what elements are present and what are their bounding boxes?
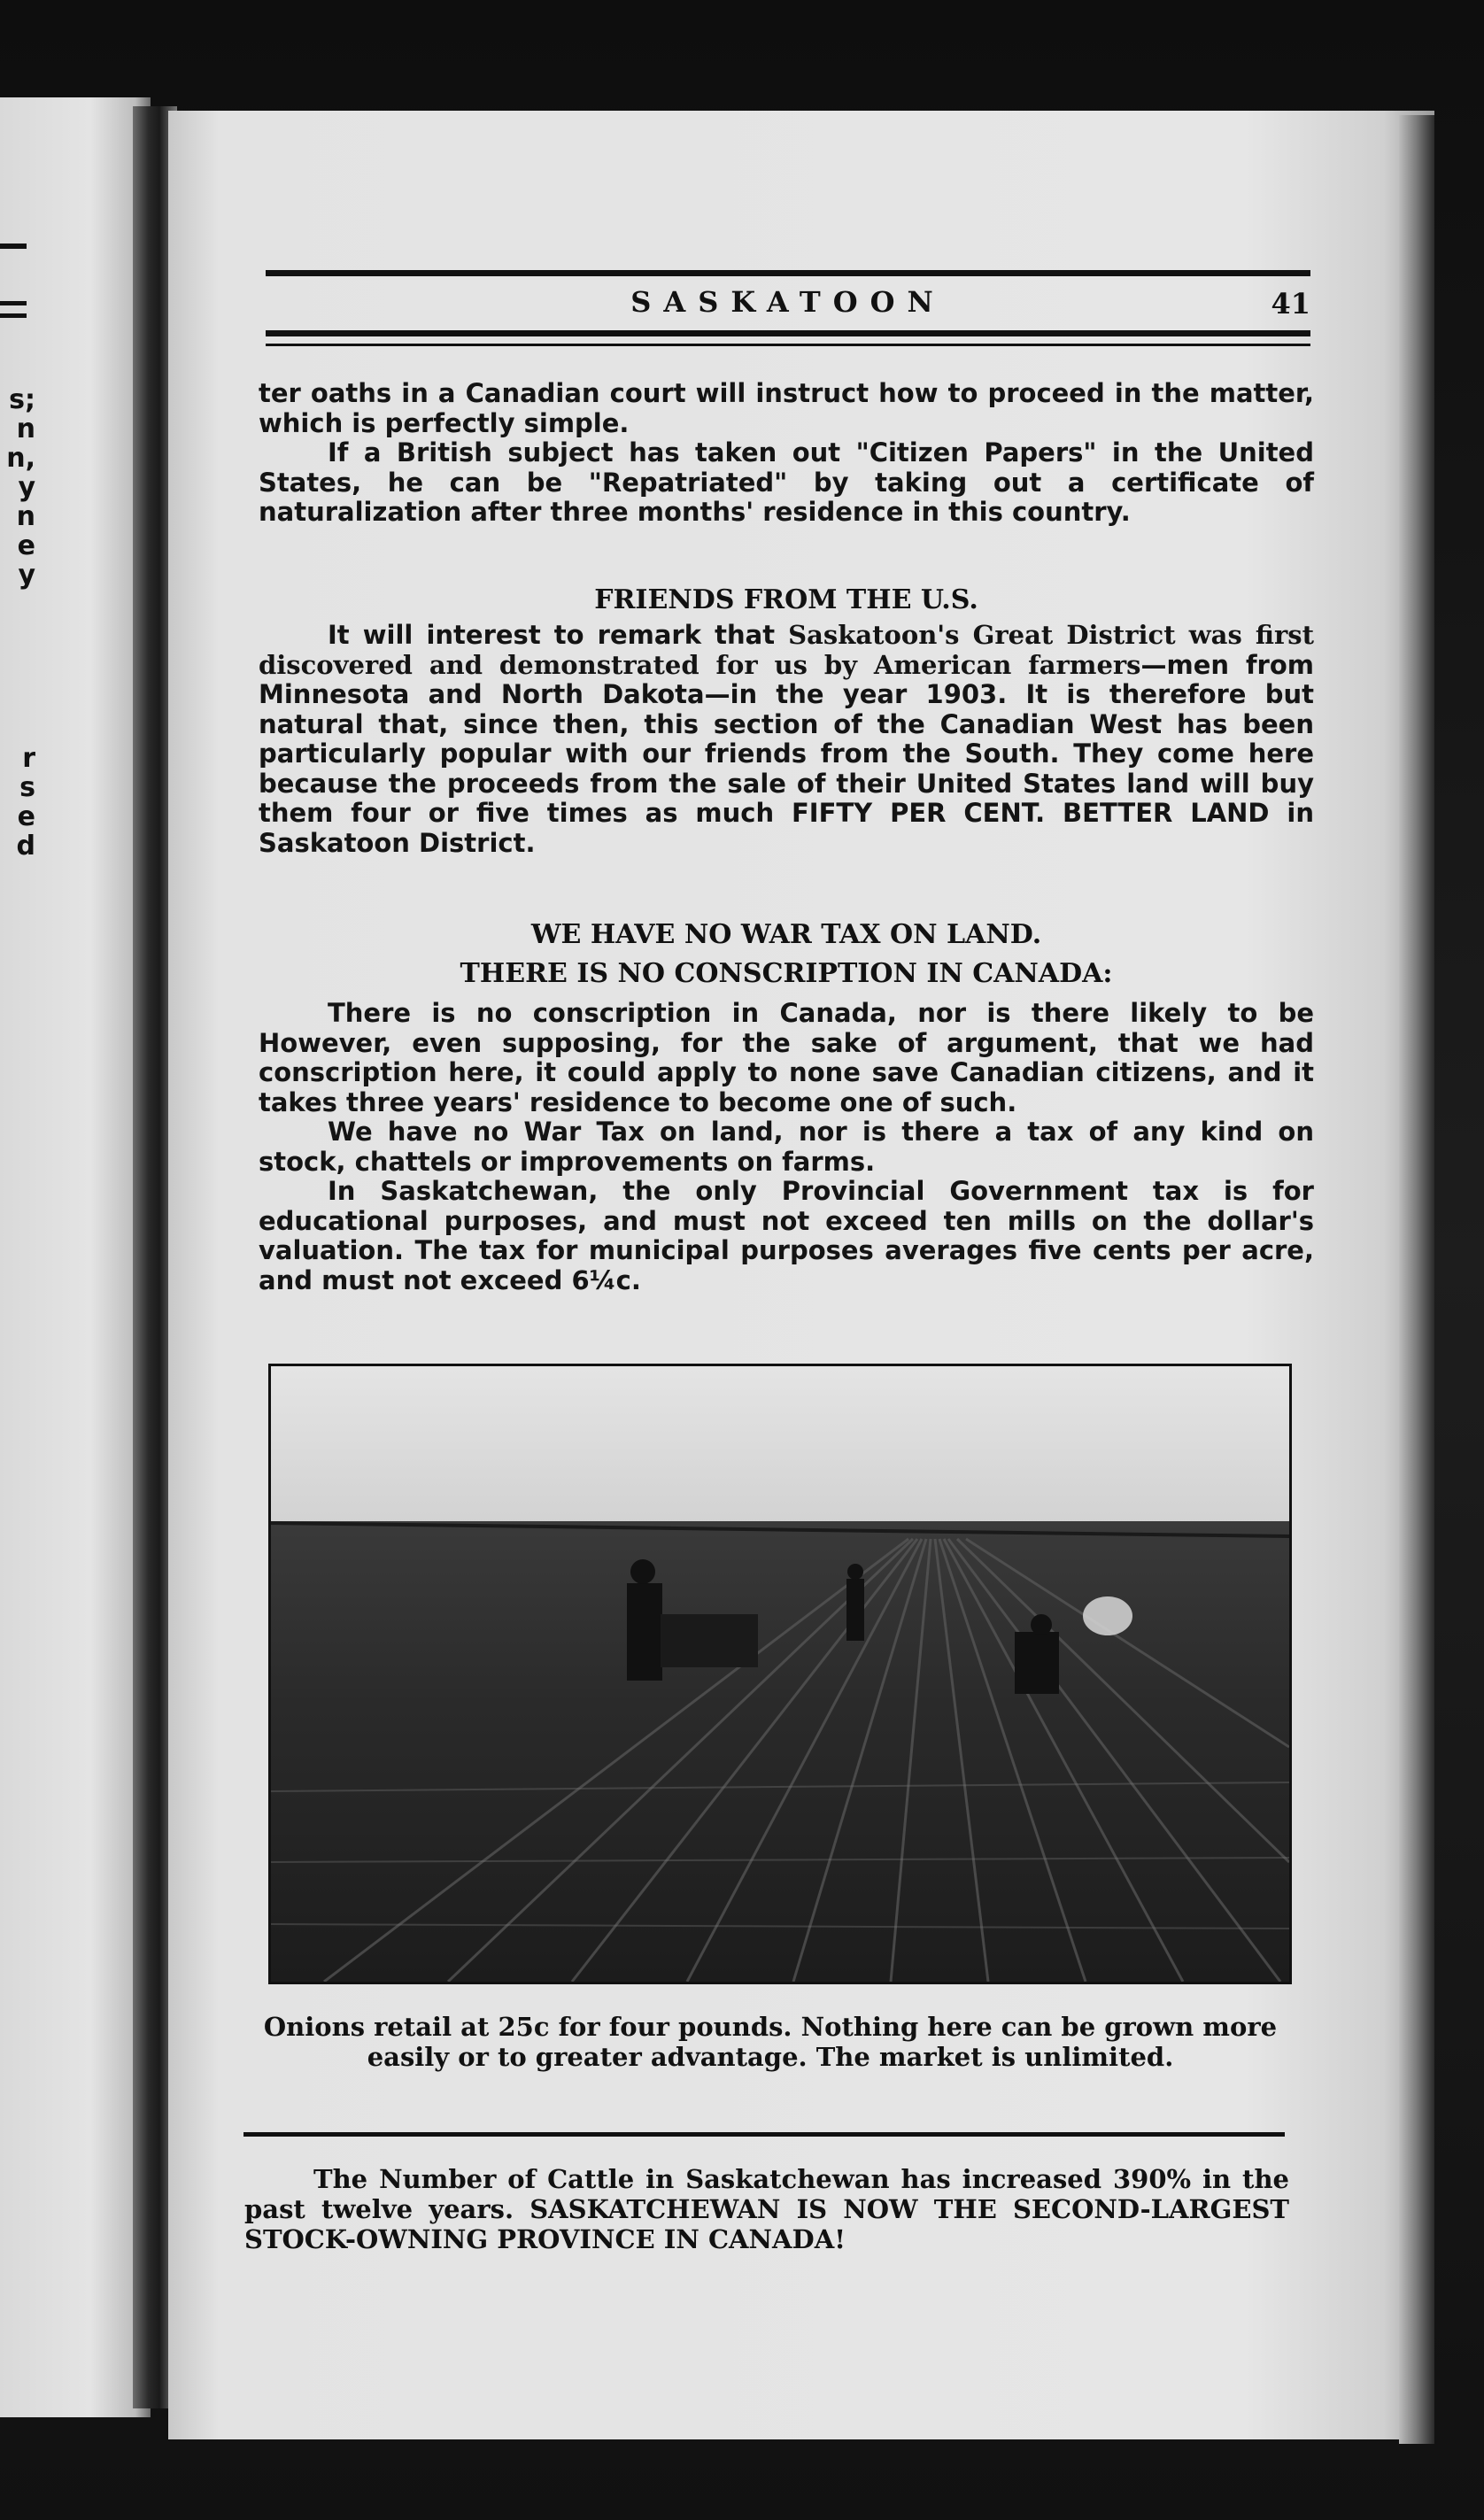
facing-page-text: e: [17, 530, 35, 561]
facing-page-text: r: [22, 743, 35, 774]
facing-page-text: s;: [9, 384, 35, 415]
intro-block: [259, 379, 1314, 528]
caption-rule: [243, 2132, 1285, 2137]
facing-page-text: y: [18, 560, 35, 591]
header-rule: [266, 344, 1310, 346]
friends-block: [259, 621, 1314, 858]
footer-paragraph: The Number of Cattle in Saskatchewan has increased 390% in the past twelve years. SASKATCHEWAN IS NOW THE SECOND-LARGEST STOCK-OWNING PROVINCE IN CANADA!: [244, 2164, 1289, 2254]
intro-paragraph: ter oaths in a Canadian court will instruct how to proceed in the matter, which is perfectly simple.: [259, 378, 1314, 438]
facing-page-text: d: [16, 831, 35, 862]
tax-block: [259, 999, 1314, 1295]
facing-page-fragment: [0, 97, 151, 2417]
friends-emphasis: Saskatoon's Great District was first discovered and demonstrated for us by American farmers: [259, 620, 1314, 680]
photo-caption: Onions retail at 25c for four pounds. Nothing here can be grown more easily or to greater advantage. The market is unlimited.: [263, 2012, 1278, 2072]
section-heading-friends: FRIENDS FROM THE U.S.: [594, 584, 978, 615]
friends-text: —men from Minnesota and North Dakota—in the year 1903. It is therefore but natural that, since then, this section of the Canadian West has been particularly popular with our friends from the South. They come here because the proceeds from the sale of their United States land will buy them four or five times as much FIFTY PER CENT. BETTER LAND in Saskatoon District.: [259, 649, 1315, 858]
facing-page-text: n,: [6, 443, 35, 474]
tax-paragraph: In Saskatchewan, the only Provincial Government tax is for educational purposes, and must not exceed ten mills on the dollar's valuation. The tax for municipal purposes averages five cents per acre, and must not exceed 6¼c.: [259, 1176, 1314, 1295]
page-number: 41: [1271, 287, 1310, 321]
facing-page-text: s: [19, 772, 35, 803]
friends-text: It will interest to remark that: [328, 620, 789, 650]
page-edge-shadow: [1399, 115, 1434, 2444]
tax-paragraph: There is no conscription in Canada, nor is there likely to be However, even supposing, for the sake of argument, that we had conscription here, it could apply to none save Canadian citizens, and it takes three years' residence to become one of such.: [259, 998, 1314, 1117]
section-heading-war-tax: WE HAVE NO WAR TAX ON LAND.: [530, 919, 1042, 950]
friends-paragraph: [259, 621, 1314, 858]
section-heading-conscription: THERE IS NO CONSCRIPTION IN CANADA:: [460, 958, 1113, 989]
running-header-title: SASKATOON: [630, 285, 946, 319]
facing-page-text: n: [16, 501, 35, 532]
photo-illustration: [271, 1366, 1289, 1982]
facing-page-rule: [0, 313, 27, 318]
tax-paragraph: We have no War Tax on land, nor is there a tax of any kind on stock, chattels or improvements on farms.: [259, 1117, 1314, 1177]
facing-page-rule: [0, 301, 27, 305]
header-rule: [266, 330, 1310, 336]
facing-page-rule: [0, 243, 27, 249]
facing-page-text: n: [16, 414, 35, 444]
facing-page-text: e: [17, 801, 35, 832]
onion-field-photo: [268, 1364, 1292, 1984]
intro-paragraph: If a British subject has taken out "Citizen Papers" in the United States, he can be "Repatriated" by taking out a certificate of naturalization after three months' residence in this country.: [259, 437, 1314, 527]
facing-page-text: y: [18, 472, 35, 503]
header-rule: [266, 270, 1310, 276]
footer-block: [244, 2164, 1289, 2254]
